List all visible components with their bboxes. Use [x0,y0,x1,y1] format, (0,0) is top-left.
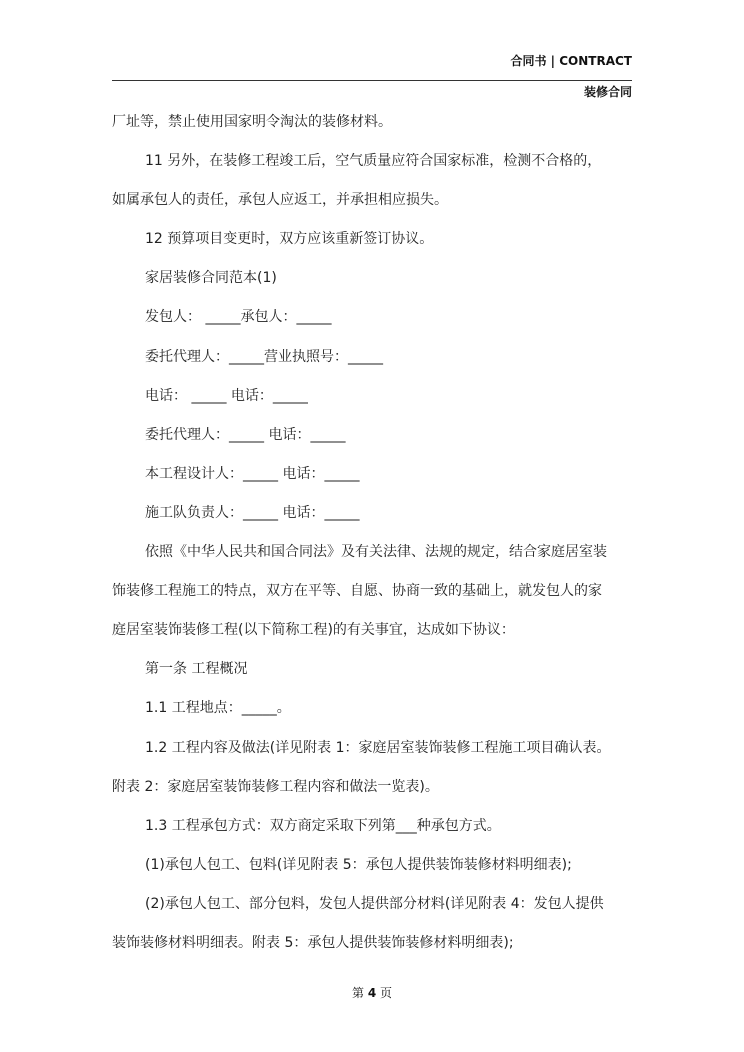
paragraph-line: 饰装修工程施工的特点，双方在平等、自愿、协商一致的基础上，就发包人的家 [112,583,602,600]
paragraph-line: 1.2 工程内容及做法(详见附表 1：家庭居室装饰装修工程施工项目确认表。 [145,739,611,756]
paragraph-line: 庭居室装饰装修工程(以下简称工程)的有关事宜，达成如下协议： [112,622,515,639]
paragraph-line: 本工程设计人：_____ 电话：_____ [145,465,360,482]
header-divider [112,80,632,81]
paragraph-line: 1.1 工程地点：_____。 [145,700,291,717]
page-footer [0,984,744,1001]
paragraph-line: 12 预算项目变更时，双方应该重新签订协议。 [145,231,434,248]
paragraph-line: 委托代理人：_____营业执照号：_____ [145,348,383,365]
header-title: 合同书 | CONTRACT [510,54,632,68]
paragraph-line: 11 另外，在装修工程竣工后，空气质量应符合国家标准，检测不合格的， [145,153,602,170]
paragraph-line: 附表 2：家庭居室装饰装修工程内容和做法一览表)。 [112,778,439,795]
paragraph-line: 施工队负责人：_____ 电话：_____ [145,504,360,521]
page-number-suffix: 页 [380,986,393,1000]
paragraph-line: 依照《中华人民共和国合同法》及有关法律、法规的规定，结合家庭居室装 [145,544,607,561]
paragraph-line: 装饰装修材料明细表。附表 5：承包人提供装饰装修材料明细表); [112,934,514,951]
page-number-prefix: 第 [351,986,364,1000]
paragraph-line: 委托代理人：_____ 电话：_____ [145,426,346,443]
paragraph-line: 1.3 工程承包方式：双方商定采取下列第___种承包方式。 [145,817,501,834]
paragraph-line: (2)承包人包工、部分包料，发包人提供部分材料(详见附表 4：发包人提供 [145,895,604,912]
paragraph-line: 厂址等，禁止使用国家明令淘汰的装修材料。 [112,114,392,130]
paragraph-line: 发包人： _____承包人：_____ [145,309,332,326]
paragraph-line: (1)承包人包工、包料(详见附表 5：承包人提供装饰装修材料明细表); [145,856,572,873]
paragraph-line: 电话： _____ 电话：_____ [145,387,308,404]
paragraph-line: 第一条 工程概况 [145,661,248,678]
page-number: 4 [367,986,377,1000]
paragraph-line: 家居装修合同范本(1) [145,270,277,287]
document-body [112,112,639,972]
paragraph-line: 如属承包人的责任，承包人应返工，并承担相应损失。 [112,192,448,209]
header-subtitle: 装修合同 [583,85,632,99]
